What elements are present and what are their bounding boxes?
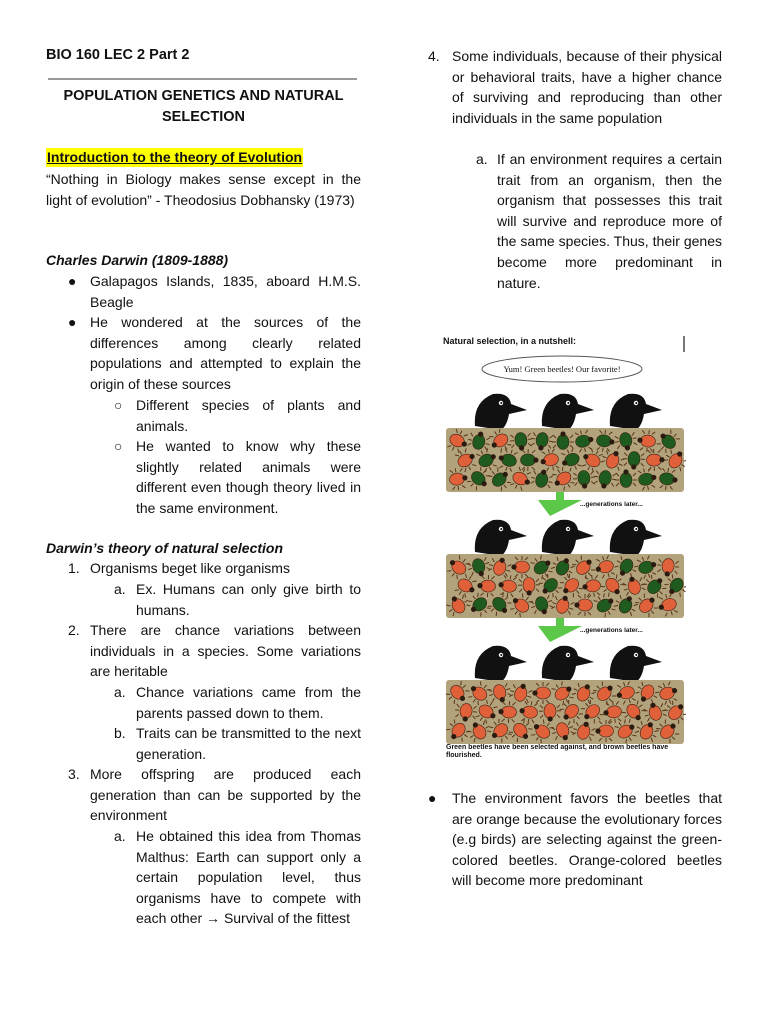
darwin-heading: Charles Darwin (1809-1888)	[46, 252, 229, 268]
natural-selection-figure	[442, 330, 686, 764]
theory-item-3: More offspring are produced each generation than can be supported by the environment	[90, 766, 361, 824]
green-arrow-icon	[538, 492, 582, 516]
sub-mark: a.	[114, 581, 126, 597]
crow-pupil	[567, 528, 569, 530]
crow-pupil	[635, 402, 637, 404]
crow-pupil	[500, 654, 502, 656]
sub-mark: a.	[476, 151, 488, 167]
theory-item-4a: If an environment requires a certain trait from an organism, then the organism that possesses this trait will survive and reproduce more of the same species. Thus, their genes become more predominant in nature.	[497, 151, 722, 291]
figure-title: Natural selection, in a nutshell:	[443, 336, 577, 346]
theory-item-1: Organisms beget like organisms	[90, 560, 290, 576]
item-number: 4.	[428, 48, 440, 64]
theory-item-2b: Traits can be transmitted to the next generation.	[136, 725, 361, 762]
circle-bullet: ○	[114, 438, 123, 454]
item-number: 2.	[68, 622, 80, 638]
sub-mark: a.	[114, 684, 126, 700]
crow-icon	[542, 520, 594, 556]
theory-item-4: Some individuals, because of their physical or behavioral traits, have a higher chance of surviving and reproducing than other individuals in the same population	[452, 48, 722, 126]
sub-mark: a.	[114, 828, 126, 844]
darwin-bullet-2: He wondered at the sources of the differences among clearly related populations and attempted to explain the origin of these sources	[90, 314, 361, 392]
crow-icon	[610, 520, 662, 556]
crow-pupil	[567, 654, 569, 656]
green-arrow-icon	[538, 618, 582, 642]
course-code: BIO 160 LEC 2 Part 2	[46, 47, 190, 63]
intro-quote: “Nothing in Biology makes sense except in the light of evolution” - Theodosius Dobhansky (1973)	[46, 171, 361, 208]
item-number: 3.	[68, 766, 80, 782]
crow-pupil	[635, 528, 637, 530]
generations-label-1: ...generations later...	[580, 501, 643, 508]
item-number: 1.	[68, 560, 80, 576]
darwin-bullet-1: Galapagos Islands, 1835, aboard H.M.S. Beagle	[90, 273, 361, 310]
crow-icon	[610, 646, 662, 682]
darwin-sub-bullet-1: Different species of plants and animals.	[136, 397, 361, 434]
theory-item-3a: He obtained this idea from Thomas Malthus: Earth can support only a certain population level, thus organisms have to compete with each other → Survival of the fittest	[136, 828, 361, 927]
crow-icon	[542, 394, 594, 430]
theory-item-2: There are chance variations between individuals in a species. Some variations are heritable	[90, 622, 361, 680]
crow-icon	[475, 646, 527, 682]
speech-bubble-text: Yum! Green beetles! Our favorite!	[503, 364, 621, 374]
bullet-dot: ●	[68, 273, 77, 289]
sub-mark: b.	[114, 725, 126, 741]
crow-icon	[475, 520, 527, 556]
theory-item-2a: Chance variations came from the parents passed down to them.	[136, 684, 361, 721]
crow-pupil	[567, 402, 569, 404]
intro-heading: Introduction to the theory of Evolution	[47, 149, 303, 165]
document-title: POPULATION GENETICS AND NATURAL SELECTION	[63, 88, 344, 125]
conclusion-text: The environment favors the beetles that are orange because the evolutionary forces (e.g birds) are selecting against the green-colored beetles. Orange-colored beetles will become more predominant	[452, 790, 722, 889]
crow-icon	[610, 394, 662, 430]
crow-icon	[542, 646, 594, 682]
crow-pupil	[635, 654, 637, 656]
darwin-sub-bullet-2: He wanted to know why these slightly related animals were different even though theory lived in the same environment.	[136, 438, 361, 516]
crow-pupil	[500, 528, 502, 530]
header-rule	[48, 78, 357, 80]
crow-icon	[475, 394, 527, 430]
theory-heading: Darwin’s theory of natural selection	[46, 540, 284, 556]
figure-caption: Green beetles have been selected against, and brown beetles have flourished.	[446, 744, 669, 759]
bullet-dot: ●	[428, 790, 437, 806]
circle-bullet: ○	[114, 397, 123, 413]
bullet-dot: ●	[68, 314, 77, 330]
generations-label-2: ...generations later...	[580, 627, 643, 634]
crow-pupil	[500, 402, 502, 404]
theory-item-1a: Ex. Humans can only give birth to humans.	[136, 581, 361, 618]
